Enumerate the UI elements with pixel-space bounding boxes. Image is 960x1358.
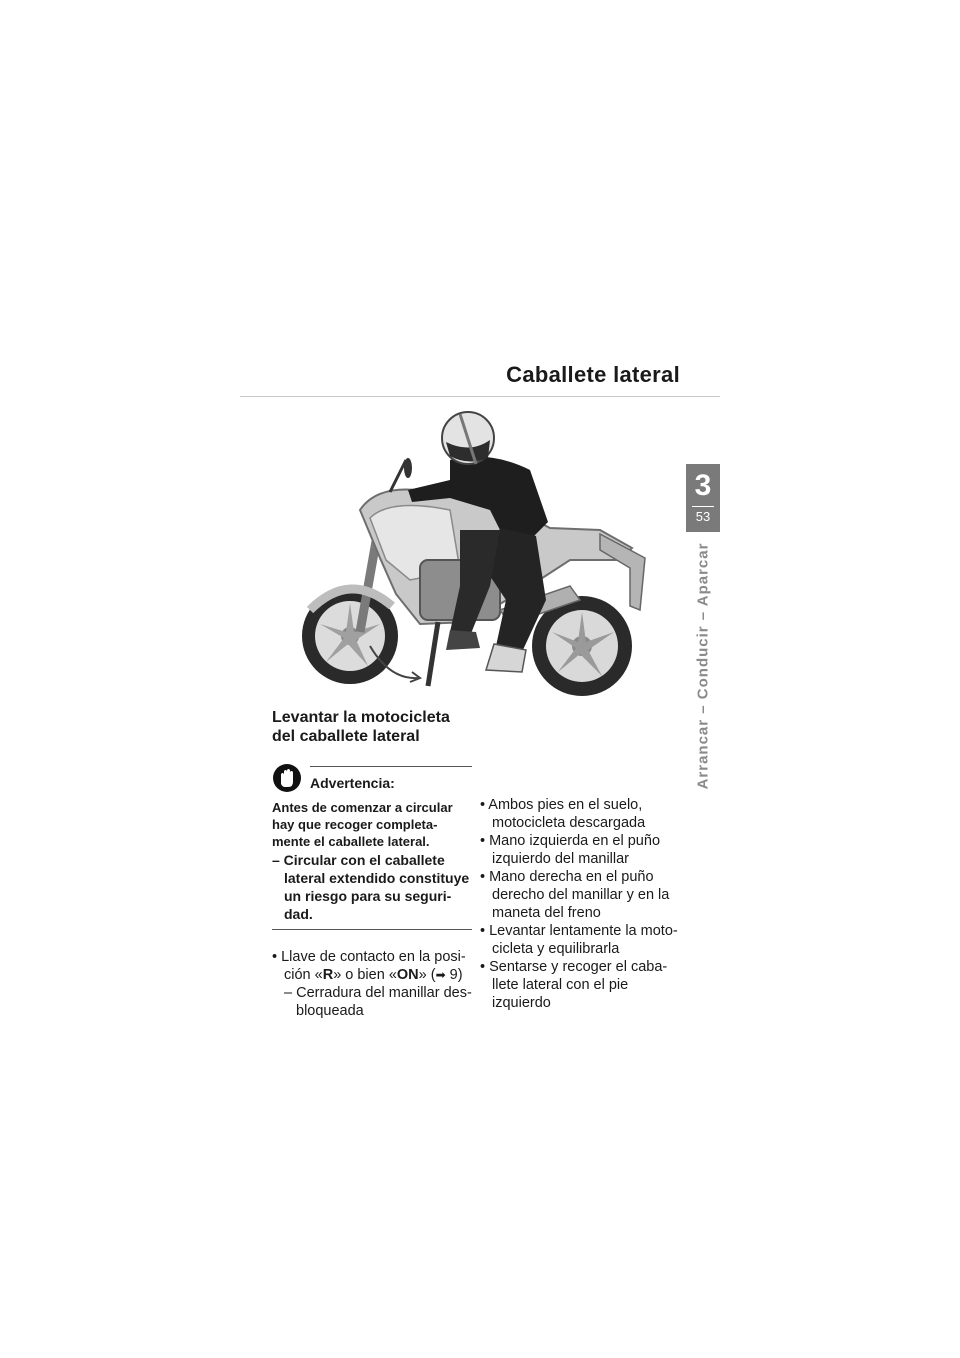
- list-item: • Sentarse y recoger el caba-llete lateral con el pie izquierdo: [480, 959, 668, 1011]
- list-item: [272, 948, 472, 984]
- chapter-side-label: Arrancar – Conducir – Aparcar: [694, 542, 712, 790]
- page-reference-arrow-icon: ➡: [435, 968, 446, 982]
- bullet-text-mid: » o bien «: [333, 967, 397, 983]
- section-title: Caballete lateral: [506, 362, 680, 387]
- warning-header: [272, 763, 472, 793]
- key-position-r: R: [322, 967, 334, 983]
- right-column: [480, 796, 690, 1012]
- warning-box: [272, 766, 472, 930]
- warning-title: Advertencia:: [310, 775, 395, 791]
- heading-line-1: Levantar la motocicleta: [272, 709, 450, 726]
- page-number: 53: [695, 509, 711, 524]
- chapter-number: 3: [694, 469, 712, 502]
- bullet-text-post: 9): [445, 967, 463, 983]
- title-divider: [240, 396, 720, 397]
- subsection-heading: [272, 708, 472, 746]
- left-column: [272, 708, 472, 1020]
- stop-hand-icon: [272, 763, 302, 793]
- motorcycle-rider-illustration: [300, 410, 650, 700]
- list-item: • Mano derecha en el puño derecho del manillar y en la maneta del freno: [480, 869, 670, 921]
- list-item: • Mano izquierda en el puño izquierdo del manillar: [480, 833, 661, 867]
- key-position-on: ON: [396, 967, 419, 983]
- warning-text: Antes de comenzar a circular hay que recoger completa-mente el caballete lateral.: [272, 800, 453, 849]
- list-item: • Ambos pies en el suelo, motocicleta descargada: [480, 797, 646, 831]
- warning-dash-item: – Circular con el caballete lateral extendido constituye un riesgo para su seguri-dad.: [272, 852, 470, 922]
- bullet-text-pre: • Llave de contacto en la posi-ción «: [272, 949, 466, 983]
- bullet-text-open: » (: [418, 967, 436, 983]
- list-item: – Cerradura del manillar des-bloqueada: [284, 985, 472, 1019]
- warning-bottom-rule: [272, 929, 472, 930]
- list-item: • Levantar lentamente la moto-cicleta y equilibrarla: [480, 923, 678, 957]
- heading-line-2: del caballete lateral: [272, 728, 420, 745]
- chapter-tab: [686, 464, 720, 532]
